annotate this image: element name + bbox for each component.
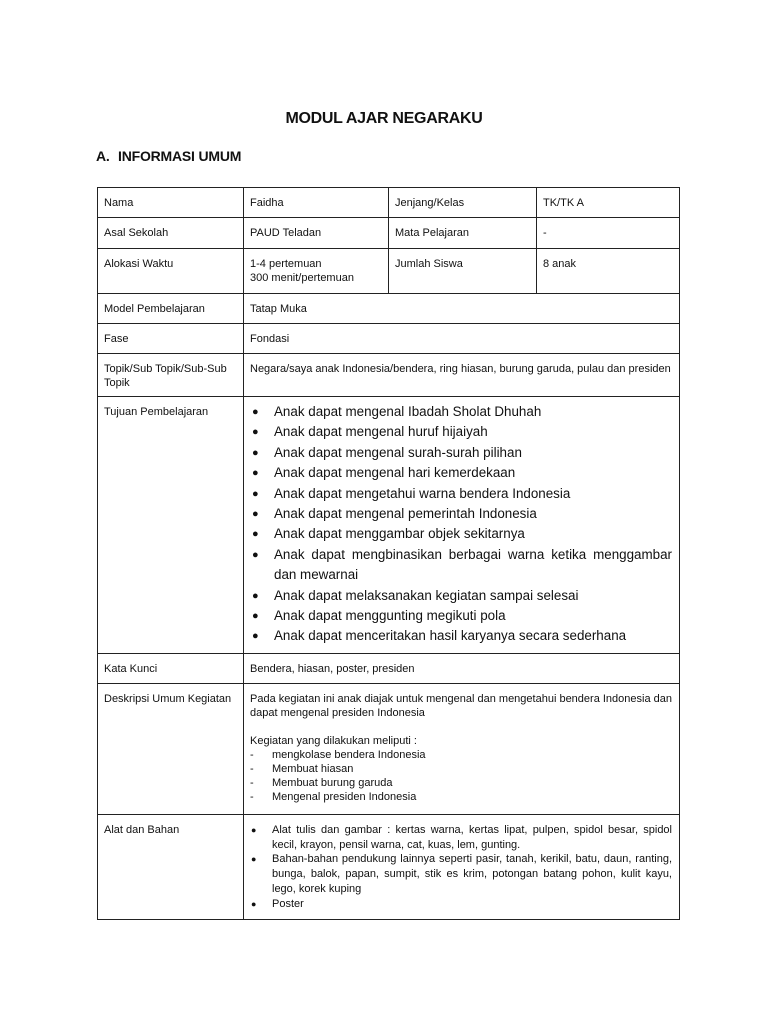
kata-value: Bendera, hiasan, poster, presiden: [244, 653, 680, 683]
jenjang-value: TK/TK A: [537, 188, 680, 218]
row-alokasi: [98, 249, 680, 294]
list-item: ● Anak dapat melaksanakan kegiatan sampai selesai: [250, 586, 672, 606]
row-tujuan: [98, 397, 680, 654]
alat-label: Alat dan Bahan: [98, 814, 244, 919]
topik-value: Negara/saya anak Indonesia/bendera, ring hiasan, burung garuda, pulau dan presiden: [244, 354, 680, 397]
alokasi-line-1: 1-4 pertemuan: [250, 258, 322, 270]
tujuan-list: [250, 402, 672, 647]
kata-label: Kata Kunci: [98, 653, 244, 683]
row-alat: [98, 814, 680, 919]
list-item: ● Anak dapat menceritakan hasil karyanya secara sederhana: [250, 626, 672, 646]
page-title: MODUL AJAR NEGARAKU: [285, 110, 483, 127]
spacer: [250, 720, 673, 734]
row-model: [98, 294, 680, 324]
alokasi-label: Alokasi Waktu: [98, 249, 244, 294]
mapel-value: -: [537, 218, 680, 249]
tujuan-label: Tujuan Pembelajaran: [98, 397, 244, 654]
list-item: - Membuat hiasan: [250, 762, 673, 776]
mapel-label: Mata Pelajaran: [389, 218, 537, 249]
jumlah-label: Jumlah Siswa: [389, 249, 537, 294]
list-item: ● Anak dapat mengenal pemerintah Indonesia: [250, 504, 672, 524]
asal-label: Asal Sekolah: [98, 218, 244, 249]
row-deskripsi: [98, 683, 680, 814]
list-item: ● Anak dapat mengenal hari kemerdekaan: [250, 463, 672, 483]
list-item: ● Poster: [250, 897, 672, 912]
row-topik: [98, 354, 680, 397]
deskripsi-label: Deskripsi Umum Kegiatan: [98, 683, 244, 814]
list-item: ● Anak dapat menggambar objek sekitarnya: [250, 524, 672, 544]
row-nama: [98, 188, 680, 218]
list-item: ● Anak dapat mengetahui warna bendera Indonesia: [250, 484, 672, 504]
section-heading: [96, 148, 241, 164]
alokasi-value: [244, 249, 389, 294]
topik-label: Topik/Sub Topik/Sub-Sub Topik: [98, 354, 244, 397]
model-label: Model Pembelajaran: [98, 294, 244, 324]
row-fase: [98, 324, 680, 354]
list-item: - Mengenal presiden Indonesia: [250, 790, 673, 804]
row-kata-kunci: [98, 653, 680, 683]
list-item: ● Alat tulis dan gambar : kertas warna, kertas lipat, pulpen, spidol besar, spidol kecil, krayon, pensil warna, cat, kuas, lem, gunting.: [250, 823, 672, 853]
list-item: ● Anak dapat mengenal huruf hijaiyah: [250, 422, 672, 442]
deskripsi-intro: Kegiatan yang dilakukan meliputi :: [250, 734, 417, 747]
alokasi-line-2: 300 menit/pertemuan: [250, 272, 354, 284]
alat-list: [250, 823, 672, 912]
alat-cell: [244, 814, 680, 919]
nama-value: Faidha: [244, 188, 389, 218]
jenjang-label: Jenjang/Kelas: [389, 188, 537, 218]
row-asal: [98, 218, 680, 249]
info-table: [97, 187, 680, 920]
section-label: INFORMASI UMUM: [118, 148, 242, 164]
section-number: A.: [96, 148, 110, 164]
asal-value: PAUD Teladan: [244, 218, 389, 249]
kegiatan-list: [250, 748, 673, 804]
list-item: ● Anak dapat mengbinasikan berbagai warna ketika menggambar dan mewarnai: [250, 545, 672, 586]
nama-label: Nama: [98, 188, 244, 218]
list-item: - Membuat burung garuda: [250, 776, 673, 790]
model-value: Tatap Muka: [244, 294, 680, 324]
tujuan-cell: [244, 397, 680, 654]
list-item: ● Anak dapat menggunting megikuti pola: [250, 606, 672, 626]
deskripsi-cell: [244, 683, 680, 814]
fase-label: Fase: [98, 324, 244, 354]
list-item: ● Anak dapat mengenal Ibadah Sholat Dhuhah: [250, 402, 672, 422]
list-item: ● Anak dapat mengenal surah-surah pilihan: [250, 443, 672, 463]
jumlah-value: 8 anak: [537, 249, 680, 294]
list-item: - mengkolase bendera Indonesia: [250, 748, 673, 762]
deskripsi-paragraph: Pada kegiatan ini anak diajak untuk mengenal dan mengetahui bendera Indonesia dan dapat mengenal presiden Indonesia: [250, 692, 672, 719]
fase-value: Fondasi: [244, 324, 680, 354]
list-item: ● Bahan-bahan pendukung lainnya seperti pasir, tanah, kerikil, batu, daun, ranting, bunga, balok, papan, sumpit, stik es krim, potongan batang pohon, kulit kayu, lego, korek kuping: [250, 852, 672, 896]
